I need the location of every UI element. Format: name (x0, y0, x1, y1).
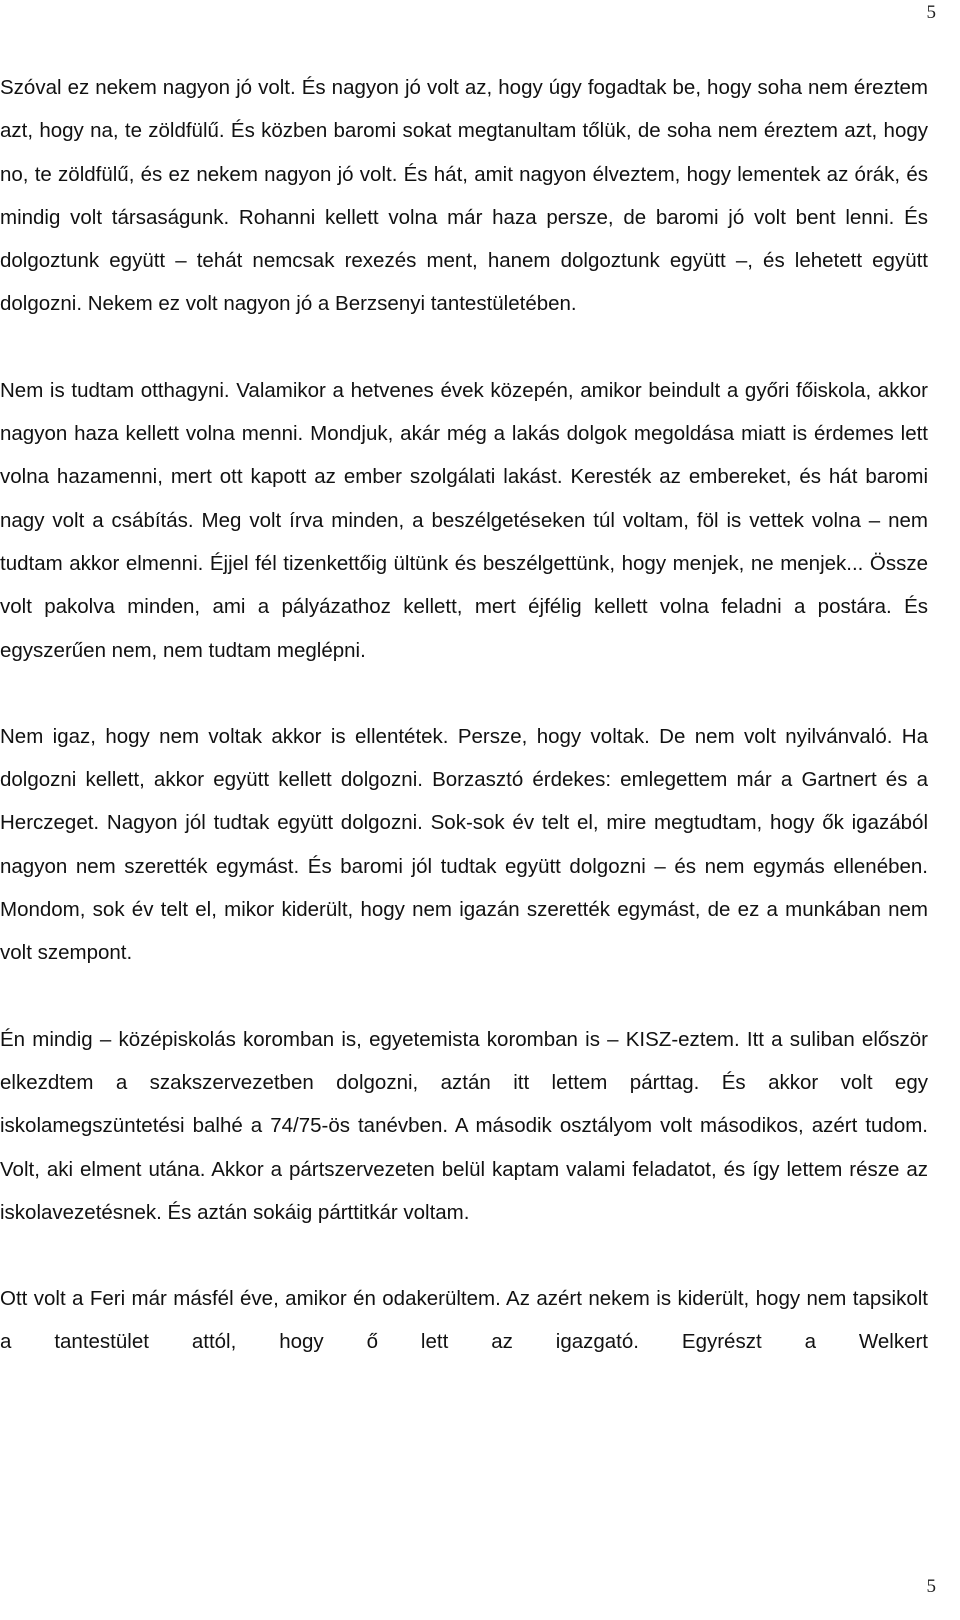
page-number-bottom: 5 (926, 1576, 936, 1597)
paragraph-1: Szóval ez nekem nagyon jó volt. És nagyon jó volt az, hogy úgy fogadtak be, hogy soha nem éreztem azt, hogy na, te zöldfülű. És közben baromi sokat megtanultam tőlük, de soha nem éreztem azt, hogy no, te zöldfülű, és ez nekem nagyon jó volt. És hát, amit nagyon élveztem, hogy lementek az órák, és mindig volt társaságunk. Rohanni kellett volna már haza persze, de baromi jó volt bent lenni. És dolgoztunk együtt – tehát nemcsak rexezés ment, hanem dolgoztunk együtt –, és lehetett együtt dolgozni. Nekem ez volt nagyon jó a Berzsenyi tantestületében. (0, 76, 928, 316)
paragraph-5: Ott volt a Feri már másfél éve, amikor én odakerültem. Az azért nekem is kiderült, hogy nem tapsikolt a tantestület attól, hogy ő lett az igazgató. Egyrészt a Welkert (0, 1287, 928, 1354)
page-number-top: 5 (926, 2, 936, 23)
paragraph-4: Én mindig – középiskolás koromban is, egyetemista koromban is – KISZ-eztem. Itt a suliban először elkezdtem a szakszervezetben dolgozni, aztán itt lettem párttag. És akkor volt egy iskolamegszüntetési balhé a 74/75-ös tanévben. A második osztályom volt másodikos, azért tudom. Volt, aki elment utána. Akkor a pártszervezeten belül kaptam valami feladatot, és így lettem része az iskolavezetésnek. És aztán sokáig párttitkár voltam. (0, 1027, 928, 1224)
document-body (0, 66, 928, 1407)
paragraph-3: Nem igaz, hogy nem voltak akkor is ellentétek. Persze, hogy voltak. De nem volt nyilvánvaló. Ha dolgozni kellett, akkor együtt kellett dolgozni. Borzasztó érdekes: emlegettem már a Gartnert és a Herczeget. Nagyon jól tudtak együtt dolgozni. Sok-sok év telt el, mire megtudtam, hogy ők igazából nagyon nem szerették egymást. És baromi jól tudtak együtt dolgozni – és nem egymás ellenében. Mondom, sok év telt el, mikor kiderült, hogy nem igazán szerették egymást, de ez a munkában nem volt szempont. (0, 724, 928, 965)
paragraph-2: Nem is tudtam otthagyni. Valamikor a hetvenes évek közepén, amikor beindult a győri főiskola, akkor nagyon haza kellett volna menni. Mondjuk, akár még a lakás dolgok megoldása miatt is érdemes lett volna hazamenni, mert ott kapott az ember szolgálati lakást. Keresték az embereket, és hát baromi nagy volt a csábítás. Meg volt írva minden, a beszélgetéseken túl voltam, föl is vettek volna – nem tudtam akkor elmenni. Éjjel fél tizenkettőig ültünk és beszélgettünk, hogy menjek, ne menjek... Össze volt pakolva minden, ami a pályázathoz kellett, mert éjfélig kellett volna feladni a postára. És egyszerűen nem, nem tudtam meglépni. (0, 378, 928, 662)
